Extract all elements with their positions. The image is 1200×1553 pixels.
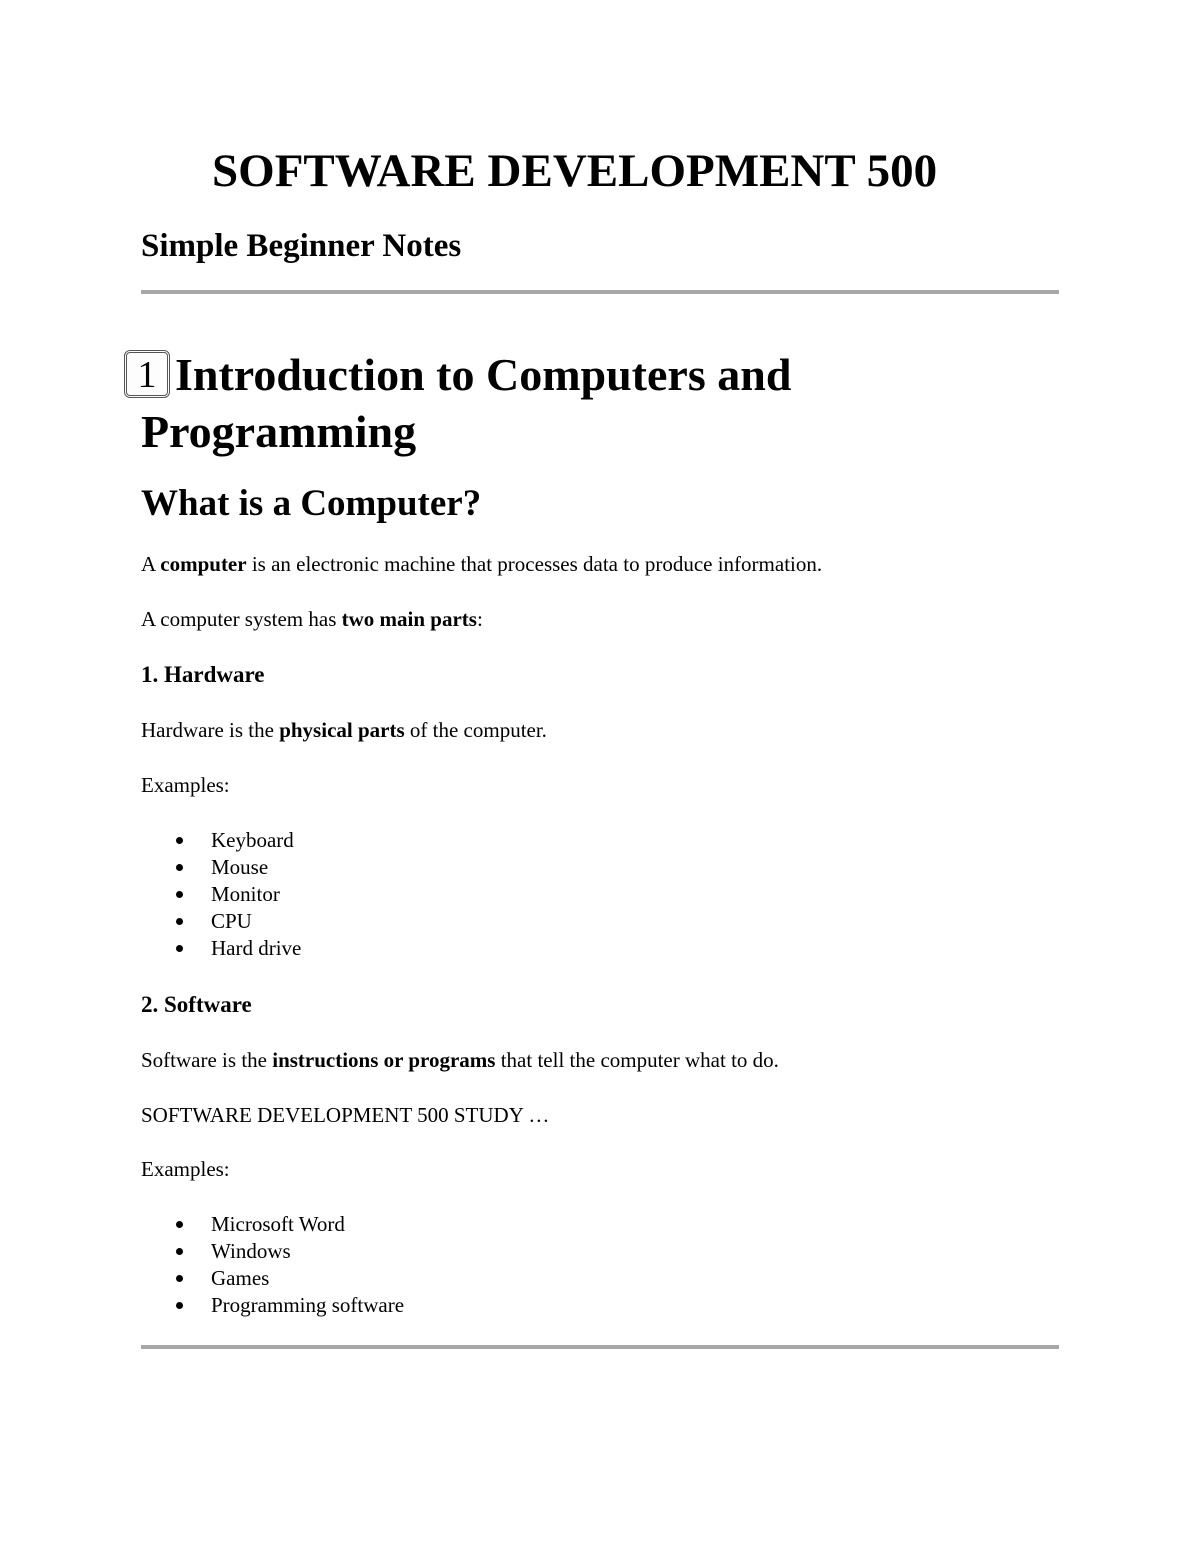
bullet-icon <box>176 1302 183 1309</box>
bullet-icon <box>176 864 183 871</box>
list-item-text: Programming software <box>211 1293 405 1317</box>
list-item <box>141 935 301 962</box>
list-item <box>141 1211 404 1238</box>
bold-text: computer <box>160 552 247 576</box>
software-examples-list <box>141 1211 404 1319</box>
software-examples-label: Examples: <box>141 1157 230 1181</box>
paragraph-software-definition <box>141 1047 779 1073</box>
bullet-icon <box>176 1248 183 1255</box>
running-header-text: SOFTWARE DEVELOPMENT 500 STUDY … <box>141 1103 550 1127</box>
list-item-text: CPU <box>211 909 252 933</box>
bullet-icon <box>176 837 183 844</box>
list-item-text: Games <box>211 1266 270 1290</box>
text: that tell the computer what to do. <box>495 1048 779 1072</box>
list-item <box>141 1265 404 1292</box>
section-title-line2: Programming <box>141 406 417 457</box>
paragraph-two-main-parts <box>141 606 483 632</box>
bold-text: physical parts <box>279 718 405 742</box>
document-title: SOFTWARE DEVELOPMENT 500 <box>212 145 938 197</box>
text: of the computer. <box>404 718 547 742</box>
paragraph-hardware-definition <box>141 717 547 743</box>
horizontal-rule-top <box>141 290 1059 294</box>
paragraph-computer-definition <box>141 551 822 577</box>
hardware-examples-label: Examples: <box>141 773 230 797</box>
bold-text: instructions or programs <box>272 1048 496 1072</box>
list-item <box>141 827 301 854</box>
list-item <box>141 881 301 908</box>
text: Software is the <box>141 1048 273 1072</box>
text: A <box>141 552 161 576</box>
list-item <box>141 1292 404 1319</box>
list-item-text: Windows <box>211 1239 291 1263</box>
list-item <box>141 1238 404 1265</box>
bold-text: two main parts <box>341 607 477 631</box>
subheading-what-is-computer: What is a Computer? <box>141 483 482 524</box>
list-item <box>141 854 301 881</box>
list-item-text: Hard drive <box>211 936 302 960</box>
text: Hardware is the <box>141 718 280 742</box>
text: is an electronic machine that processes data to produce information. <box>246 552 823 576</box>
bullet-icon <box>176 891 183 898</box>
text: A computer system has <box>141 607 342 631</box>
list-item-text: Monitor <box>211 882 280 906</box>
heading-software: 2. Software <box>141 992 252 1017</box>
bullet-icon <box>176 918 183 925</box>
bullet-icon <box>176 1221 183 1228</box>
section-number-badge: 1 <box>124 350 170 398</box>
list-item <box>141 908 301 935</box>
heading-hardware: 1. Hardware <box>141 662 265 687</box>
section-title-line1: Introduction to Computers and <box>175 349 792 400</box>
hardware-examples-list <box>141 827 301 962</box>
list-item-text: Mouse <box>211 855 269 879</box>
bullet-icon <box>176 1275 183 1282</box>
bullet-icon <box>176 945 183 952</box>
list-item-text: Keyboard <box>211 828 294 852</box>
list-item-text: Microsoft Word <box>211 1212 345 1236</box>
text: : <box>476 607 483 631</box>
horizontal-rule-bottom <box>141 1345 1059 1349</box>
document-subtitle: Simple Beginner Notes <box>141 228 462 264</box>
